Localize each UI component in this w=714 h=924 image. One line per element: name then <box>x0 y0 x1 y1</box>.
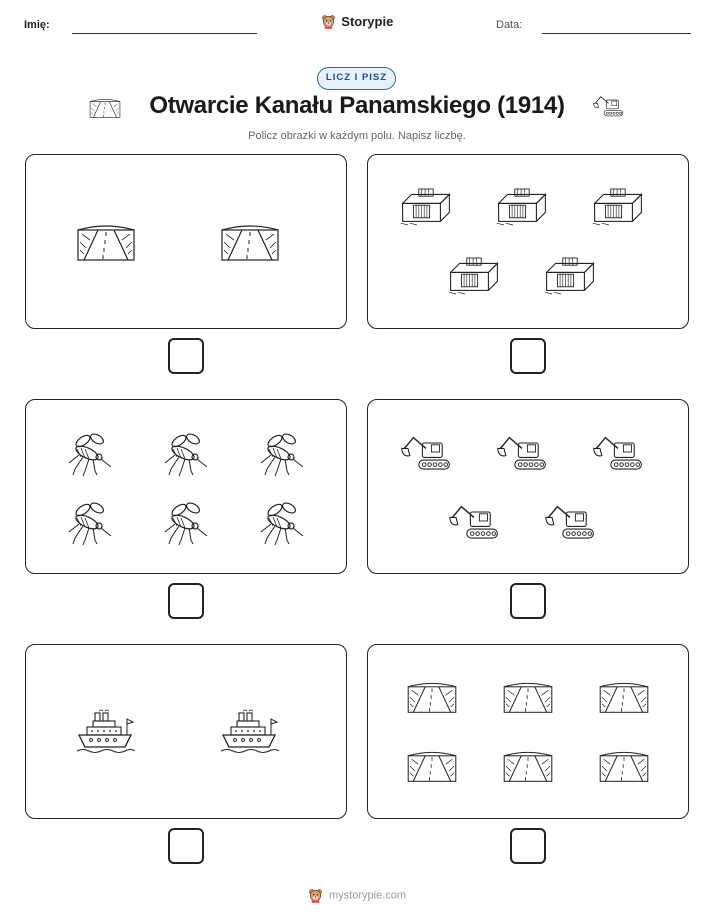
name-write-line[interactable] <box>72 33 257 34</box>
canal-icon <box>220 221 280 263</box>
answer-box[interactable] <box>510 583 546 619</box>
page-title: Otwarcie Kanału Panamskiego (1914) <box>149 92 565 119</box>
count-panel <box>367 644 689 819</box>
canal-lock-icon <box>591 187 645 227</box>
count-panel <box>25 399 347 574</box>
mosquito-icon <box>161 427 211 477</box>
excavator-icon <box>591 432 645 472</box>
date-write-line[interactable] <box>542 33 691 34</box>
brand-logo <box>0 13 714 29</box>
brand-name: Storypie <box>341 14 394 30</box>
mosquito-icon <box>257 496 307 546</box>
answer-box[interactable] <box>168 583 204 619</box>
footer-url: mystorypie.com <box>329 889 407 902</box>
mosquito-icon <box>65 496 115 546</box>
answer-box[interactable] <box>510 828 546 864</box>
count-panel <box>25 644 347 819</box>
answer-box[interactable] <box>168 338 204 374</box>
mosquito-icon <box>161 496 211 546</box>
activity-badge: LICZ I PISZ <box>317 67 396 90</box>
canal-icon <box>502 680 554 714</box>
canal-icon <box>76 221 136 263</box>
instructions: Policz obrazki w każdym polu. Napisz liczbę. <box>248 130 466 142</box>
canal-icon <box>406 749 458 783</box>
canal-icon <box>502 749 554 783</box>
count-panel <box>367 154 689 329</box>
canal-lock-icon <box>543 256 597 296</box>
steamship-icon <box>75 709 137 755</box>
count-panel <box>25 154 347 329</box>
canal-lock-icon <box>447 256 501 296</box>
excavator-icon <box>592 92 625 119</box>
steamship-icon <box>219 709 281 755</box>
canal-icon <box>598 749 650 783</box>
answer-box[interactable] <box>510 338 546 374</box>
bear-logo-icon <box>308 888 323 903</box>
mosquito-icon <box>257 427 307 477</box>
canal-icon <box>598 680 650 714</box>
canal-icon <box>406 680 458 714</box>
bear-logo-icon <box>321 14 336 29</box>
canal-lock-icon <box>399 187 453 227</box>
date-label: Data: <box>496 19 523 31</box>
excavator-icon <box>543 501 597 541</box>
canal-lock-icon <box>495 187 549 227</box>
mosquito-icon <box>65 427 115 477</box>
count-panel <box>367 399 689 574</box>
excavator-icon <box>399 432 453 472</box>
footer <box>0 888 714 903</box>
name-label: Imię: <box>24 19 50 31</box>
excavator-icon <box>447 501 501 541</box>
excavator-icon <box>495 432 549 472</box>
answer-box[interactable] <box>168 828 204 864</box>
